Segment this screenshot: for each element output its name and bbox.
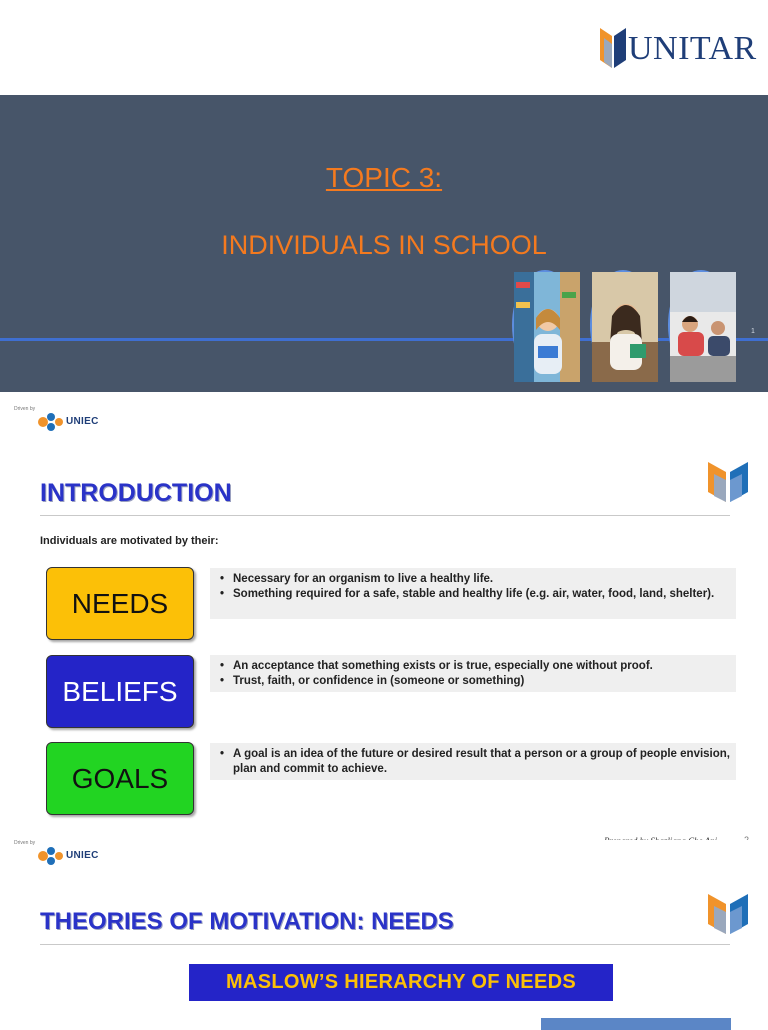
goals-box: GOALS — [46, 742, 194, 815]
list-item: • Necessary for an organism to live a healthy life. — [216, 572, 730, 587]
maslow-banner: MASLOW’S HIERARCHY OF NEEDS — [189, 964, 613, 1001]
list-item: • Something required for a safe, stable and healthy life (e.g. air, water, food, land, shelter). — [216, 587, 730, 602]
uniec-logo — [14, 406, 114, 434]
heading-rule — [40, 944, 730, 945]
pyramid-top-partial — [541, 1018, 731, 1030]
uniec-mark-icon — [36, 846, 64, 866]
uniec-wordmark: UNIEC — [66, 416, 99, 427]
uniec-mark-icon — [36, 412, 64, 432]
unitar-book-icon — [702, 888, 754, 938]
title-slide — [0, 0, 768, 392]
student-photo-2 — [590, 270, 656, 380]
theories-slide — [0, 840, 768, 1024]
slide-heading: THEORIES OF MOTIVATION: NEEDS — [40, 908, 454, 935]
driven-by-label: Driven by — [14, 406, 36, 412]
driven-by-label: Driven by — [14, 840, 36, 846]
list-item: • Trust, faith, or confidence in (someone or something) — [216, 674, 730, 689]
student-photo-1 — [512, 270, 578, 380]
uniec-wordmark: UNIEC — [66, 850, 99, 861]
slide-title: INDIVIDUALS IN SCHOOL — [221, 230, 547, 260]
intro-subtitle: Individuals are motivated by their: — [40, 535, 219, 547]
page-number: 1 — [751, 328, 755, 335]
beliefs-box: BELIEFS — [46, 655, 194, 728]
student-photo-3 — [668, 270, 734, 380]
beliefs-description — [210, 655, 736, 692]
unitar-book-icon — [598, 24, 628, 74]
list-item: • A goal is an idea of the future or desired result that a person or a group of people envision, plan and commit to achieve. — [216, 747, 730, 777]
unitar-logo — [598, 24, 757, 76]
needs-description — [210, 568, 736, 619]
topic-number: TOPIC 3: — [325, 162, 443, 193]
uniec-logo — [14, 840, 114, 868]
goals-description — [210, 743, 736, 780]
slide-heading: INTRODUCTION — [40, 479, 232, 507]
unitar-book-icon — [702, 456, 754, 506]
list-item: • An acceptance that something exists or is true, especially one without proof. — [216, 659, 730, 674]
introduction-slide — [0, 392, 768, 840]
needs-box: NEEDS — [46, 567, 194, 640]
heading-rule — [40, 515, 730, 516]
unitar-wordmark: UNITAR — [628, 30, 757, 67]
